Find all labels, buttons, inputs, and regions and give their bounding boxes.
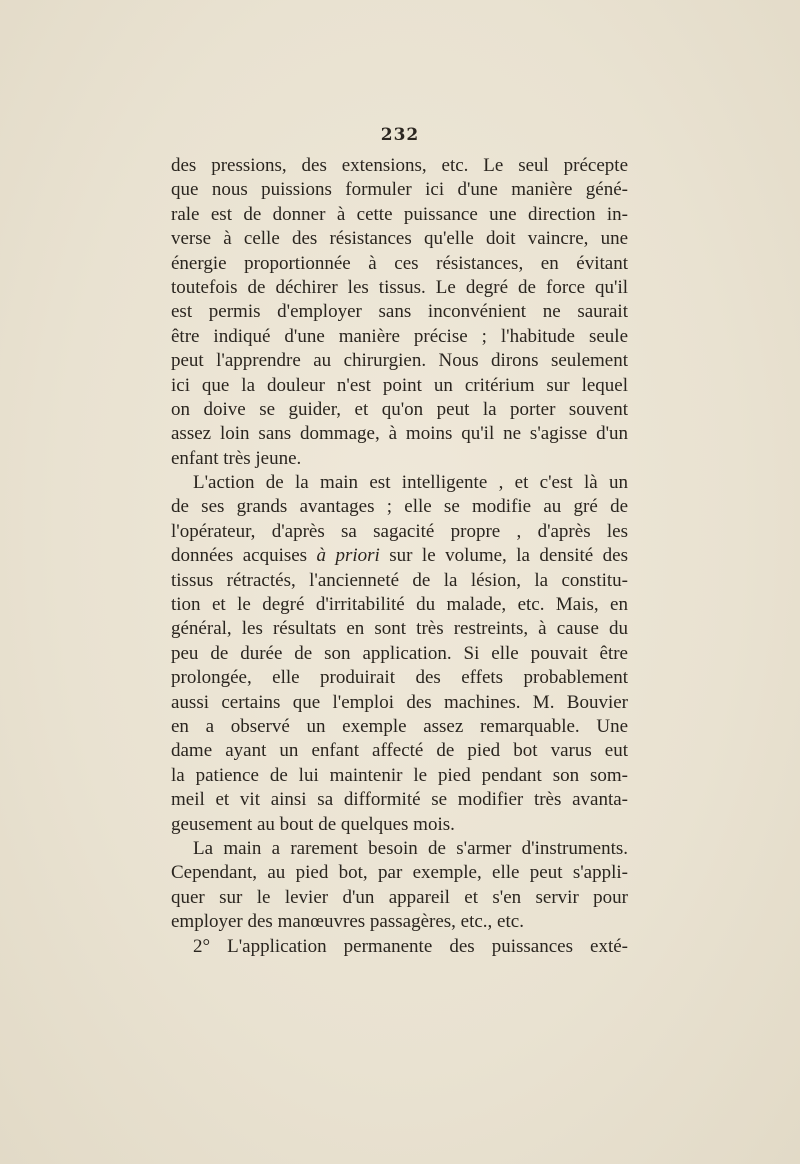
text-line: tion et le degré d'irritabilité du malade, etc. Mais, en [171,594,628,616]
text-line: aussi certains que l'emploi des machines. M. Bouvier [171,691,628,713]
text-line: que nous puissions formuler ici d'une manière géné- [171,179,628,201]
text-line: de ses grands avantages ; elle se modifie au gré de [171,496,628,518]
text-line: des pressions, des extensions, etc. Le seul précepte [171,155,628,176]
text-line: en a observé un exemple assez remarquable. Une [171,715,628,737]
text-line: peut l'apprendre au chirurgien. Nous dirons seulement [171,350,628,372]
text-line: on doive se guider, et qu'on peut la porter souvent [171,398,628,420]
text-line: quer sur le levier d'un appareil et s'en servir pour [171,886,628,908]
text-line: peu de durée de son application. Si elle pouvait être [171,642,628,664]
text-fragment: données acquises [171,545,317,567]
text-line: Cependant, au pied bot, par exemple, elle peut s'appli- [171,862,628,884]
text-line: assez loin sans dommage, à moins qu'il ne s'agisse d'un [171,423,628,445]
text-line: rale est de donner à cette puissance une direction in- [171,203,628,225]
text-line [171,544,628,568]
text-line: enfant très jeune. [171,447,302,469]
text-line: L'action de la main est intelligente , et c'est là un [193,472,628,494]
text-line: être indiqué d'une manière précise ; l'habitude seule [171,325,628,347]
text-line: La main a rarement besoin de s'armer d'instruments. [193,837,628,859]
italic-term: à priori [316,545,380,567]
text-line: général, les résultats en sont très restreints, à cause du [171,618,628,640]
page-number: 232 [380,125,420,145]
text-fragment: sur le volume, la densité des [379,545,628,567]
text-line: l'opérateur, d'après sa sagacité propre , d'après les [171,520,628,542]
text-line: meil et vit ainsi sa difformité se modifier très avanta- [171,789,628,811]
text-line: dame ayant un enfant affecté de pied bot varus eut [171,740,628,762]
text-line: geusement au bout de quelques mois. [171,813,455,835]
text-line: prolongée, elle produirait des effets probablement [171,667,628,689]
text-line: verse à celle des résistances qu'elle doit vaincre, une [171,228,628,250]
text-line: est permis d'employer sans inconvénient ne saurait [171,301,628,323]
text-line: la patience de lui maintenir le pied pendant son som- [171,764,628,786]
body-text [171,154,628,959]
text-line: 2° L'application permanente des puissances exté- [193,935,628,957]
text-line: employer des manœuvres passagères, etc., etc. [171,911,524,933]
text-line: tissus rétractés, l'ancienneté de la lésion, la constitu- [171,569,628,591]
text-line: toutefois de déchirer les tissus. Le degré de force qu'il [171,276,628,298]
text-line: énergie proportionnée à ces résistances, en évitant [171,252,628,274]
text-line: ici que la douleur n'est point un critérium sur lequel [171,374,628,396]
